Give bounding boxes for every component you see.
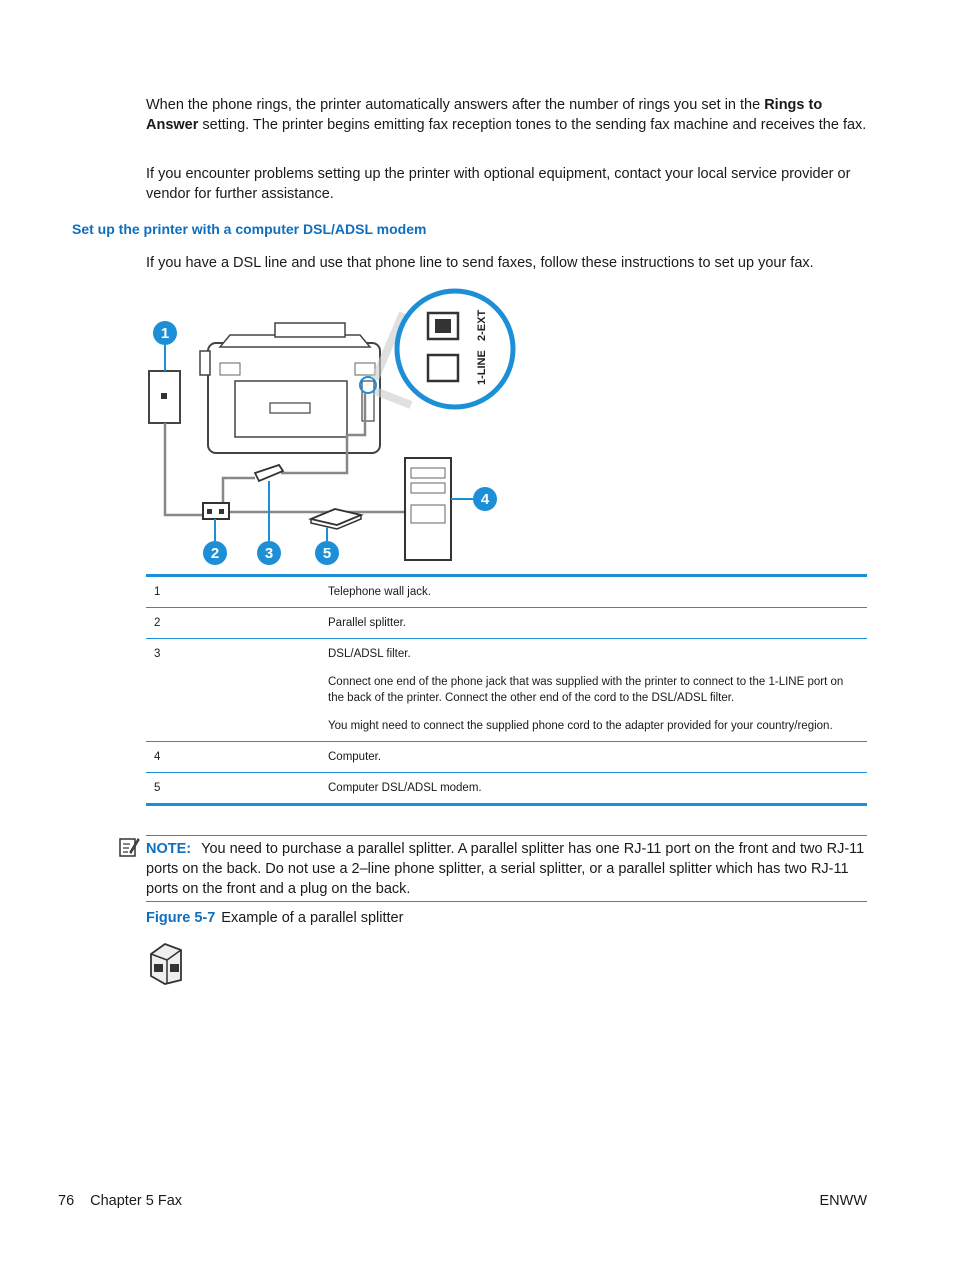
legend-number: 5 xyxy=(154,782,161,794)
legend-table xyxy=(146,574,867,806)
paragraph-rings-text-b: setting. The printer begins emitting fax reception tones to the sending fax machine and receives the fax. xyxy=(198,117,867,133)
legend-number: 4 xyxy=(146,742,320,773)
callout-3: 3 xyxy=(264,545,274,562)
legend-number: 2 xyxy=(146,608,320,639)
legend-number: 1 xyxy=(146,576,320,608)
page-number: 76 xyxy=(58,1193,75,1209)
legend-description-detail: Connect one end of the phone jack that was supplied with the printer to connect to the 1-LINE port on the back of the printer. Connect the other end of the cord to the DSL/ADSL filter. xyxy=(328,676,844,704)
figure-label: Figure 5-7 xyxy=(146,910,216,926)
paragraph-assistance: If you encounter problems setting up the printer with optional equipment, contact your local service provider or vendor for further assistance. xyxy=(146,166,851,202)
table-row xyxy=(146,742,867,773)
section-intro: If you have a DSL line and use that phone line to send faxes, follow these instructions to set up your fax. xyxy=(146,255,814,271)
port-label-ext: 2-EXT xyxy=(476,309,488,341)
legend-description: Parallel splitter. xyxy=(320,608,867,639)
table-row xyxy=(146,639,867,742)
note-text: You need to purchase a parallel splitter. A parallel splitter has one RJ-11 port on the front and two RJ-11 ports on the back. Do not use a 2–line phone splitter, a serial splitter, or a parallel splitter which has two RJ-11 ports on the front and a plug on the back. xyxy=(146,841,865,897)
printer-icon xyxy=(200,323,380,453)
legend-description xyxy=(320,639,867,742)
rings-to-answer-setting: Rings to Answer xyxy=(146,97,823,133)
paragraph-rings-text-a: When the phone rings, the printer automatically answers after the number of rings you set in the xyxy=(146,97,765,113)
dsl-connection-diagram xyxy=(135,283,535,569)
parallel-splitter-image xyxy=(145,940,187,986)
callout-5: 5 xyxy=(322,545,332,562)
figure-caption-text: Example of a parallel splitter xyxy=(221,910,404,926)
table-row xyxy=(146,576,867,608)
port-label-line: 1-LINE xyxy=(476,350,488,385)
port-zoom-callout xyxy=(397,291,513,407)
callout-2: 2 xyxy=(210,545,220,562)
parallel-splitter-icon xyxy=(203,503,229,519)
table-row xyxy=(146,773,867,805)
paragraph-rings xyxy=(146,95,868,135)
footer-left xyxy=(58,1193,182,1209)
legend-description-title: DSL/ADSL filter. xyxy=(328,648,411,660)
legend-description-detail: You might need to connect the supplied phone cord to the adapter provided for your country/region. xyxy=(328,720,833,732)
legend-description: Telephone wall jack. xyxy=(320,576,867,608)
line-port-icon xyxy=(428,355,458,381)
legend-description: Computer. xyxy=(320,742,867,773)
callout-1: 1 xyxy=(160,325,170,342)
note-icon xyxy=(118,836,140,858)
chapter-title: Chapter 5 Fax xyxy=(90,1193,183,1209)
note-box xyxy=(146,835,867,902)
note-label: NOTE: xyxy=(146,841,192,857)
footer-right: ENWW xyxy=(819,1193,867,1209)
legend-number: 3 xyxy=(146,639,320,742)
figure-caption xyxy=(146,910,403,926)
callout-4: 4 xyxy=(480,491,490,508)
dsl-filter-icon xyxy=(255,465,283,481)
section-heading: Set up the printer with a computer DSL/ADSL modem xyxy=(72,221,427,237)
legend-description: Computer DSL/ADSL modem. xyxy=(328,782,482,794)
table-row xyxy=(146,608,867,639)
computer-icon xyxy=(405,458,451,560)
